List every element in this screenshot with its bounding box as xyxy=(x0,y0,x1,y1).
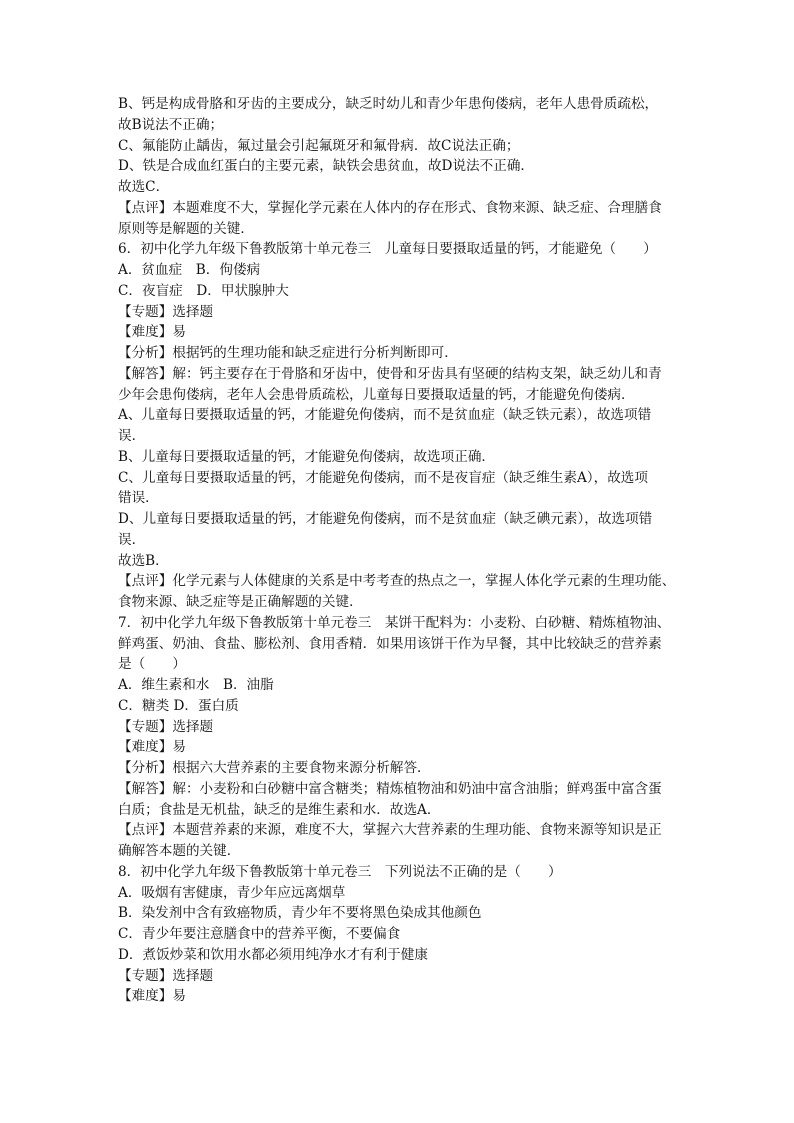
text-line: B、钙是构成骨胳和牙齿的主要成分，缺乏时幼儿和青少年患佝偻病，老年人患骨质疏松， xyxy=(118,96,659,112)
text-line: 【难度】易 xyxy=(118,988,186,1005)
text-line: 【点评】本题营养素的来源，难度不大，掌握六大营养素的生理功能、食物来源等知识是正 xyxy=(118,822,662,839)
text-line: 食物来源、缺乏症等是正确解题的关键． xyxy=(118,594,363,610)
text-line: 故B说法不正确； xyxy=(118,116,224,133)
text-line: 【分析】根据六大营养素的主要食物来源分析解答． xyxy=(118,760,431,776)
text-line: D．煮饭炒菜和饮用水都必须用纯净水才有利于健康 xyxy=(118,946,428,963)
text-line: B、儿童每日要摄取适量的钙，才能避免佝偻病，故选项正确． xyxy=(118,448,496,465)
text-line: 是（ ） xyxy=(118,656,186,673)
text-line: A．维生素和水 B．油脂 xyxy=(118,677,274,693)
text-line: 【解答】解：小麦粉和白砂糖中富含糖类；精炼植物油和奶油中富含油脂；鲜鸡蛋中富含蛋 xyxy=(118,780,662,797)
text-line: 【解答】解：钙主要存在于骨胳和牙齿中，使骨和牙齿具有坚硬的结构支架，缺乏幼儿和青 xyxy=(118,365,662,382)
text-line: 【专题】选择题 xyxy=(118,303,214,320)
text-line: C、儿童每日要摄取适量的钙，才能避免佝偻病，而不是夜盲症（缺乏维生素A），故选项 xyxy=(118,469,648,486)
text-line: D、儿童每日要摄取适量的钙，才能避免佝偻病，而不是贫血症（缺乏碘元素），故选项错 xyxy=(118,511,653,527)
text-line: 原则等是解题的关键． xyxy=(118,220,254,237)
text-line: 【难度】易 xyxy=(118,324,186,341)
text-line: C．糖类 D．蛋白质 xyxy=(118,697,239,714)
text-line: 鲜鸡蛋、奶油、食盐、膨松剂、食用香精．如果用该饼干作为早餐，其中比较缺乏的营养素 xyxy=(118,635,662,652)
text-line: 【专题】选择题 xyxy=(118,967,214,984)
text-line: 错误． xyxy=(118,490,159,507)
text-line: 故选C． xyxy=(118,179,170,195)
text-line: 确解答本题的关键． xyxy=(118,843,241,859)
text-line: 6．初中化学九年级下鲁教版第十单元卷三 儿童每日要摄取适量的钙，才能避免（ ） xyxy=(118,241,657,258)
text-line: 误． xyxy=(118,531,146,548)
text-line: 白质；食盐是无机盐，缺乏的是维生素和水．故选A． xyxy=(118,801,441,818)
text-line: 故选B． xyxy=(118,552,169,569)
text-line: 【点评】本题难度不大，掌握化学元素在人体内的存在形式、食物来源、缺乏症、合理膳食 xyxy=(118,199,662,216)
text-line: A．贫血症 B．佝偻病 xyxy=(118,262,261,278)
text-line: D、铁是合成血红蛋白的主要元素，缺铁会患贫血，故D说法不正确． xyxy=(118,158,535,175)
text-line: 误． xyxy=(118,428,146,444)
text-line: B．染发剂中含有致癌物质，青少年不要将黑色染成其他颜色 xyxy=(118,905,482,922)
text-line: 【专题】选择题 xyxy=(118,718,214,735)
text-line: A．吸烟有害健康，青少年应远离烟草 xyxy=(118,884,346,901)
text-line: 【点评】化学元素与人体健康的关系是中考考查的热点之一，掌握人体化学元素的生理功能、 xyxy=(118,573,676,590)
text-line: 7．初中化学九年级下鲁教版第十单元卷三 某饼干配料为：小麦粉、白砂糖、精炼植物油、 xyxy=(118,614,671,631)
text-line: 【难度】易 xyxy=(118,739,186,756)
document-body xyxy=(118,94,686,1007)
text-line: 【分析】根据钙的生理功能和缺乏症进行分析判断即可． xyxy=(118,345,458,361)
text-line: 8．初中化学九年级下鲁教版第十单元卷三 下列说法不正确的是（ ） xyxy=(118,863,562,880)
text-line: 少年会患佝偻病，老年人会患骨质疏松，儿童每日要摄取适量的钙，才能避免佝偻病． xyxy=(118,386,635,403)
text-line: C．青少年要注意膳食中的营养平衡，不要偏食 xyxy=(118,926,401,942)
text-line: C、氟能防止龋齿，氟过量会引起氟斑牙和氟骨病．故C说法正确； xyxy=(118,137,520,154)
text-line: A、儿童每日要摄取适量的钙，才能避免佝偻病，而不是贫血症（缺乏铁元素），故选项错 xyxy=(118,407,652,424)
text-line: C．夜盲症 D．甲状腺肿大 xyxy=(118,282,289,299)
